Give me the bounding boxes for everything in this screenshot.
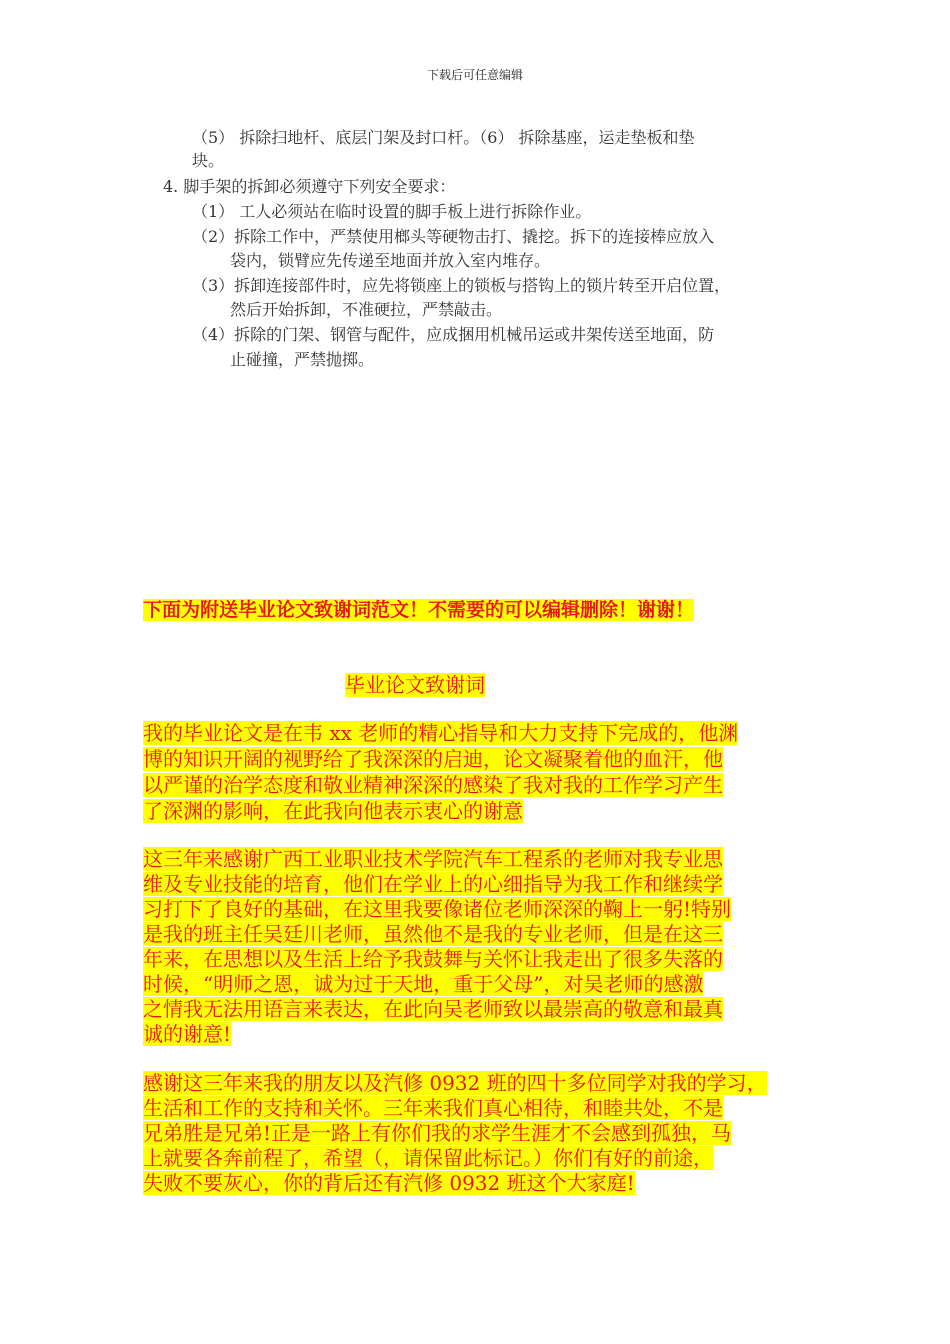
paragraph-text: 失败不要灰心，你的背后还有汽修 0932 班这个大家庭! xyxy=(143,1171,635,1195)
paragraph-text: 以严谨的治学态度和敬业精神深深的感染了我对我的工作学习产生 xyxy=(143,773,723,797)
paragraph-line xyxy=(143,1146,713,1170)
paragraph-text: 上就要各奔前程了，希望（，请保留此标记。）你们有好的前途， xyxy=(143,1146,713,1170)
paragraph-text: 之情我无法用语言来表达，在此向吴老师致以最崇高的敬意和最真 xyxy=(143,997,723,1021)
paragraph-text: 诚的谢意! xyxy=(143,1022,232,1046)
paragraph-line xyxy=(143,847,723,871)
paragraph-line xyxy=(143,1121,731,1145)
paragraph-line xyxy=(143,897,731,921)
paragraph-text: 兄弟胜是兄弟!正是一路上有你们我的求学生涯才不会感到孤独，马 xyxy=(143,1121,732,1145)
paragraph-line xyxy=(143,872,723,896)
appendix-title xyxy=(345,673,485,697)
paragraph-line xyxy=(143,799,523,823)
paragraph-text: 时候，“明师之恩，诚为过于天地，重于父母”，对吴老师的感激 xyxy=(143,972,704,996)
paragraph-text: 博的知识开阔的视野给了我深深的启迪，论文凝聚着他的血汗，他 xyxy=(143,747,723,771)
top-line: （4）拆除的门架、钢管与配件，应成捆用机械吊运或井架传送至地面，防 xyxy=(192,325,715,344)
top-line: 块。 xyxy=(192,151,225,170)
paragraph-line xyxy=(143,747,723,771)
top-line: （2）拆除工作中，严禁使用榔头等硬物击打、撬挖。拆下的连接棒应放入 xyxy=(192,227,715,246)
paragraph-line xyxy=(143,972,703,996)
paragraph-line xyxy=(143,997,723,1021)
paragraph-line xyxy=(143,1171,635,1195)
appendix-intro-text: 下面为附送毕业论文致谢词范文！不需要的可以编辑删除！谢谢！ xyxy=(143,599,695,621)
paragraph-line xyxy=(143,1022,231,1046)
paragraph-line xyxy=(143,1071,767,1095)
top-line: 止碰撞，严禁抛掷。 xyxy=(230,350,375,369)
paragraph-line xyxy=(143,1096,723,1120)
paragraph-text: 生活和工作的支持和关怀。三年来我们真心相待，和睦共处，不是 xyxy=(143,1096,723,1120)
page-header: 下载后可任意编辑 xyxy=(426,68,523,82)
top-line: 然后开始拆卸，不准硬拉，严禁敲击。 xyxy=(230,300,503,319)
paragraph-text: 维及专业技能的培育，他们在学业上的心细指导为我工作和继续学 xyxy=(143,872,723,896)
paragraph-line xyxy=(143,721,738,745)
paragraph-line xyxy=(143,922,723,946)
paragraph-text: 感谢这三年来我的朋友以及汽修 0932 班的四十多位同学对我的学习， xyxy=(143,1071,767,1095)
paragraph-line xyxy=(143,773,723,797)
paragraph-text: 年来，在思想以及生活上给予我鼓舞与关怀让我走出了很多失落的 xyxy=(143,947,723,971)
appendix-title-text: 毕业论文致谢词 xyxy=(345,673,485,697)
top-line: 4. 脚手架的拆卸必须遵守下列安全要求： xyxy=(163,177,456,196)
paragraph-text: 这三年来感谢广西工业职业技术学院汽车工程系的老师对我专业思 xyxy=(143,847,723,871)
paragraph-line xyxy=(143,947,723,971)
appendix-intro xyxy=(143,598,694,622)
top-line: （1） 工人必须站在临时设置的脚手板上进行拆除作业。 xyxy=(192,202,592,221)
paragraph-text: 是我的班主任吴廷川老师，虽然他不是我的专业老师，但是在这三 xyxy=(143,922,723,946)
paragraph-text: 习打下了良好的基础，在这里我要像诸位老师深深的鞠上一躬!特别 xyxy=(143,897,732,921)
top-line: （5） 拆除扫地杆、底层门架及封口杆。（6） 拆除基座，运走垫板和垫 xyxy=(192,128,695,147)
paragraph-text: 了深渊的影响，在此我向他表示衷心的谢意 xyxy=(143,799,523,823)
paragraph-text: 我的毕业论文是在韦 xx 老师的精心指导和大力支持下完成的，他渊 xyxy=(143,721,739,745)
top-line: 袋内，锁臂应先传递至地面并放入室内堆存。 xyxy=(230,251,551,270)
top-line: （3）拆卸连接部件时，应先将锁座上的锁板与搭钩上的锁片转至开启位置， xyxy=(192,276,731,295)
